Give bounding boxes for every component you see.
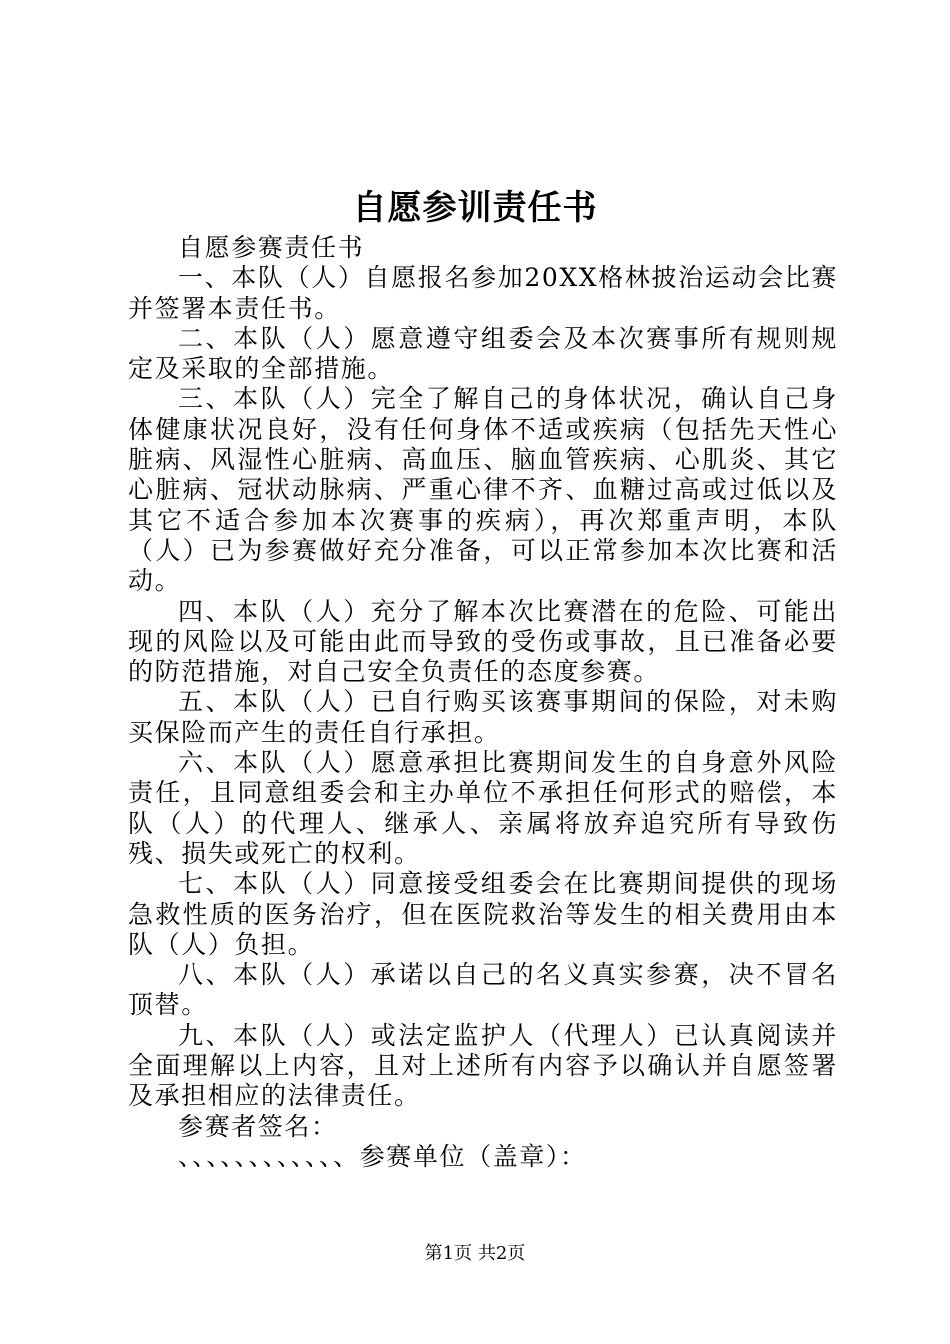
clause-4: 四、本队（人）充分了解本次比赛潜在的危险、可能出现的风险以及可能由此而导致的受伤或事故，且已准备必要的防范措施，对自己安全负责任的态度参赛。 xyxy=(128,596,838,687)
clause-6: 六、本队（人）愿意承担比赛期间发生的自身意外风险责任，且同意组委会和主办单位不承担任何形式的赔偿，本队（人）的代理人、继承人、亲属将放弃追究所有导致伤残、损失或死亡的权利。 xyxy=(128,748,838,868)
signature-label: 参赛者签名： xyxy=(178,1111,338,1141)
document-body xyxy=(128,233,838,1172)
document-title: 自愿参训责任书 xyxy=(352,188,598,228)
clause-7: 七、本队（人）同意接受组委会在比赛期间提供的现场急救性质的医务治疗，但在医院救治等发生的相关费用由本队（人）负担。 xyxy=(128,869,838,959)
clause-9: 九、本队（人）或法定监护人（代理人）已认真阅读并全面理解以上内容，且对上述所有内容予以确认并自愿签署及承担相应的法律责任。 xyxy=(128,1020,838,1111)
clause-8: 八、本队（人）承诺以自己的名义真实参赛，决不冒名顶替。 xyxy=(128,960,838,1020)
page-number: 第1页 共2页 xyxy=(424,1243,526,1264)
document-subtitle: 自愿参赛责任书 xyxy=(178,233,365,262)
clause-2: 二、本队（人）愿意遵守组委会及本次赛事所有规则规定及采取的全部措施。 xyxy=(128,323,838,384)
clause-3: 三、本队（人）完全了解自己的身体状况，确认自己身体健康状况良好，没有任何身体不适或疾病（包括先天性心脏病、风湿性心脏病、高血压、脑血管疾病、心肌炎、其它心脏病、冠状动脉病、严重心律不齐、血糖过高或过低以及其它不适合参加本次赛事的疾病），再次郑重声明，本队（人）已为参赛做好充分准备，可以正常参加本次比赛和活动。 xyxy=(128,384,838,596)
clause-5: 五、本队（人）已自行购买该赛事期间的保险，对未购买保险而产生的责任自行承担。 xyxy=(128,687,838,747)
unit-stamp-line: 、、、、、、、、、、、、参赛单位（盖章）： xyxy=(178,1141,587,1171)
clause-1: 一、本队（人）自愿报名参加20XX格林披治运动会比赛并签署本责任书。 xyxy=(128,263,838,323)
